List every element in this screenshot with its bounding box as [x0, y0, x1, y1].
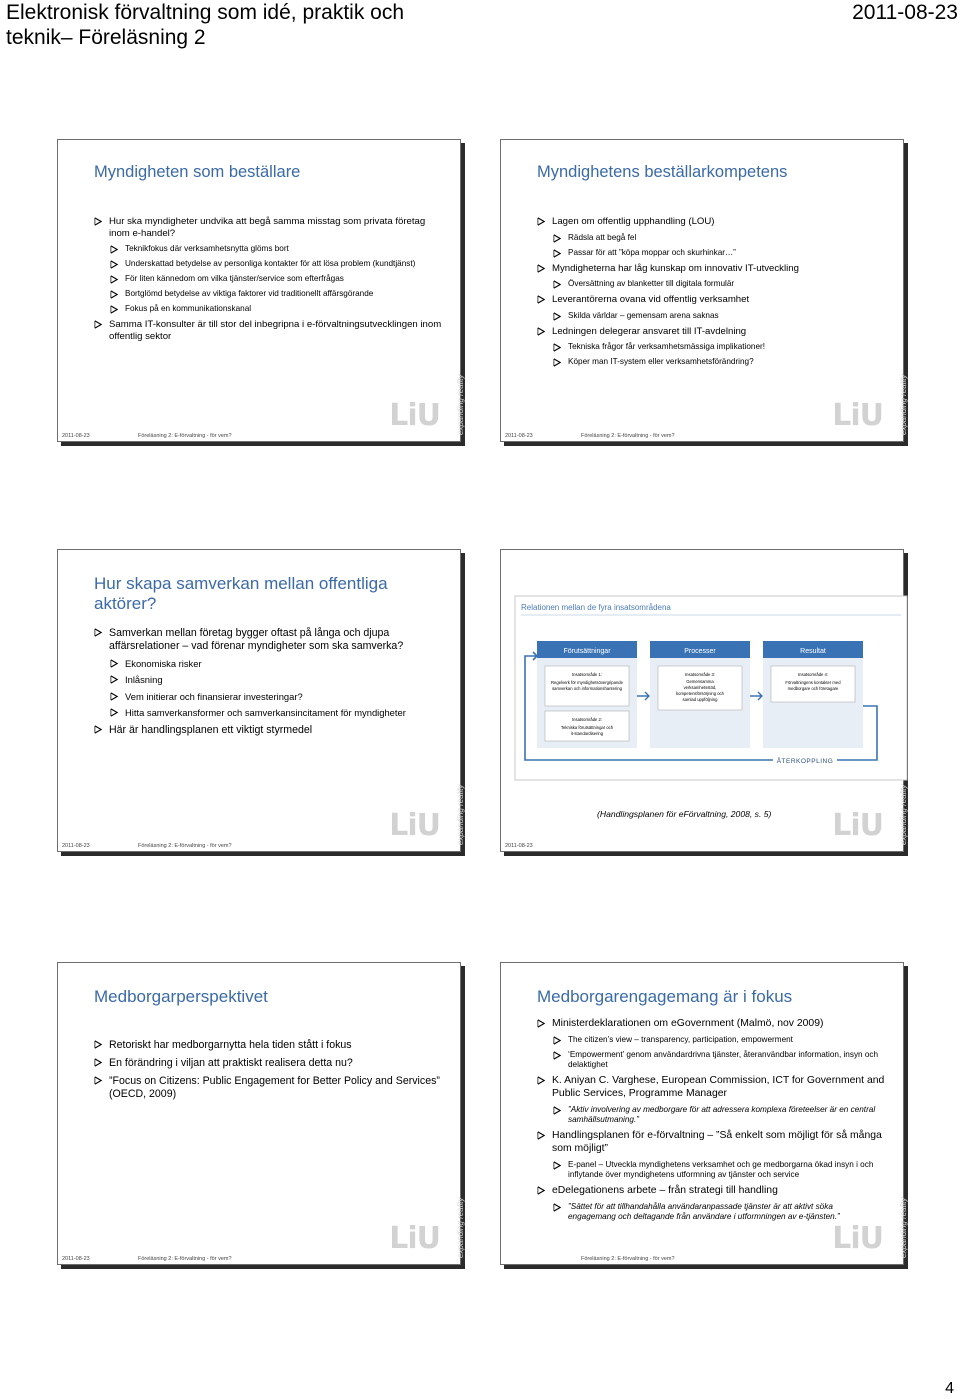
- list-item-text: ”Aktiv involvering av medborgare för att adressera komplexa företeelser är en central samhällsutmaning.”: [568, 1105, 876, 1125]
- list-item-text: Hur ska myndigheter undvika att begå samma misstag som privata företag inom e-handel?: [109, 216, 426, 239]
- tagline-text: expanding reality: [899, 1197, 908, 1258]
- tagline-text: expanding reality: [899, 784, 908, 845]
- list-item: [94, 1075, 446, 1101]
- list-item-text: Köper man IT-system eller verksamhetsförändring?: [568, 357, 754, 367]
- arrow-bullet-icon: [94, 1040, 103, 1049]
- list-item-text: Ledningen delegerar ansvaret till IT-avdelning: [552, 325, 747, 337]
- area-title: Insatsområde 2:: [571, 717, 603, 722]
- arrow-bullet-icon: [537, 1131, 546, 1140]
- document-title-line1: Elektronisk förvaltning som idé, praktik och: [6, 1, 405, 24]
- area-text: samlad uppföljning: [682, 697, 718, 702]
- area-text: Regelverk för myndighetsövergripande: [551, 680, 623, 685]
- liu-logo: [389, 1164, 465, 1264]
- arrow-bullet-icon: [110, 260, 119, 269]
- list-item-text: Tekniska frågor får verksamhetsmässiga implikationer!: [568, 342, 766, 352]
- arrow-bullet-icon: [537, 1186, 546, 1195]
- list-item-text: För liten kännedom om vilka tjänster/service som efterfrågas: [125, 274, 344, 284]
- list-item-text: eDelegationens arbete – från strategi till handling: [552, 1185, 778, 1197]
- list-item: [553, 1050, 889, 1070]
- slide-title: Medborgarperspektivet: [94, 987, 268, 1006]
- list-item: [553, 1202, 859, 1222]
- list-item-text: E-panel – Utveckla myndighetens verksamhet och ge medborgarna ökad insyn i och inflytande över myndighetens utformning av tjänster och service: [568, 1160, 874, 1180]
- list-item: [553, 1105, 889, 1125]
- tagline-text: expanding reality: [456, 1197, 465, 1258]
- list-item-text: Ministerdeklarationen om eGovernment (Malmö, nov 2009): [552, 1018, 824, 1029]
- arrow-bullet-icon: [553, 358, 562, 367]
- list-item-text: Fokus på en kommunikationskanal: [125, 304, 252, 314]
- slide-footer-date: 2011-08-23: [505, 433, 533, 439]
- tagline: [446, 349, 465, 435]
- list-item-text: Bortglömd betydelse av viktiga faktorer vid traditionellt affärsgörande: [125, 289, 374, 299]
- arrow-bullet-icon: [553, 1106, 562, 1115]
- bullet-list: [94, 627, 446, 742]
- liu-logo: [389, 341, 465, 441]
- arrow-bullet-icon: [537, 295, 546, 304]
- arrow-bullet-icon: [553, 1051, 562, 1060]
- document-title-line2: teknik– Föreläsning 2: [6, 26, 206, 49]
- list-item: [553, 1035, 889, 1045]
- arrow-bullet-icon: [94, 628, 103, 637]
- tagline-text: expanding reality: [456, 374, 465, 435]
- document-title: [6, 0, 404, 50]
- list-item-text: En förändring i viljan att praktiskt realisera detta nu?: [109, 1057, 353, 1069]
- tagline: [889, 1172, 908, 1258]
- list-item: [94, 319, 446, 342]
- slide-footer-date: 2011-08-23: [62, 433, 90, 439]
- list-item-text: The citizen’s view – transparency, participation, empowerment: [568, 1035, 793, 1045]
- arrow-bullet-icon: [110, 692, 119, 701]
- slide-footer-text: Föreläsning 2: E-förvaltning - för vem?: [138, 433, 232, 439]
- arrow-bullet-icon: [553, 249, 562, 258]
- document-date: 2011-08-23: [852, 1, 958, 24]
- arrow-bullet-icon: [553, 1036, 562, 1045]
- list-item: [94, 1039, 446, 1052]
- liu-logo-text: LiU: [832, 808, 883, 843]
- arrow-bullet-icon: [553, 1203, 562, 1212]
- arrow-bullet-icon: [537, 327, 546, 336]
- list-item-text: Lagen om offentlig upphandling (LOU): [552, 216, 715, 227]
- arrow-bullet-icon: [94, 1058, 103, 1067]
- arrow-bullet-icon: [110, 708, 119, 717]
- arrow-bullet-icon: [94, 320, 103, 329]
- area-title: Insatsområde 4:: [797, 672, 829, 677]
- area-text: medborgare och företagare: [787, 686, 839, 691]
- list-item: [110, 244, 446, 254]
- list-item: [110, 259, 446, 269]
- list-item-text: Översättning av blanketter till digitala formulär: [568, 279, 735, 289]
- arrow-bullet-icon: [553, 312, 562, 321]
- list-item-text: Myndigheterna har låg kunskap om innovativ IT-utveckling: [552, 262, 799, 274]
- list-item-text: Underskattad betydelse av personliga kontakter för att lösa problem (kundtjänst): [125, 259, 416, 269]
- page-number: 4: [945, 1380, 954, 1397]
- slide-footer-date: 2011-08-23: [505, 843, 533, 849]
- area-text: it-standardisering: [570, 731, 604, 736]
- slide-title: Myndigheten som beställare: [94, 163, 301, 181]
- list-item-text: ”Sättet för att tillhandahålla användaranpassade tjänster är att aktivt söka engagemang och deltagande från användare i utformningen av e-tjänsten.”: [568, 1202, 840, 1222]
- tagline: [889, 759, 908, 845]
- slide-footer-text: Föreläsning 2: E-förvaltning - för vem?: [138, 1256, 232, 1262]
- list-item: [553, 248, 889, 258]
- arrow-bullet-icon: [553, 234, 562, 243]
- arrow-bullet-icon: [110, 245, 119, 254]
- list-item-text: ‘Empowerment’ genom användardrivna tjänster, återanvändbar information, insyn och delaktighet: [568, 1050, 879, 1070]
- arrow-bullet-icon: [94, 217, 103, 226]
- arrow-bullet-icon: [553, 1161, 562, 1170]
- slide-4: [500, 549, 908, 852]
- list-item-text: ”Focus on Citizens: Public Engagement for Better Policy and Services” (OECD, 2009): [109, 1075, 440, 1100]
- list-item-text: Samverkan mellan företag bygger oftast på långa och djupa affärsrelationer – vad förenar myndigheter som ska samverka?: [109, 627, 404, 652]
- area-text: verksamhetsstöd,: [683, 685, 717, 690]
- arrow-bullet-icon: [537, 264, 546, 273]
- slide-footer-text: Föreläsning 2: E-förvaltning - för vem?: [138, 843, 232, 849]
- liu-logo-text: LiU: [389, 808, 440, 843]
- list-item: [110, 658, 446, 669]
- tagline: [889, 349, 908, 435]
- list-item: [537, 1018, 889, 1030]
- column-header-text: Förutsättningar: [563, 648, 611, 655]
- list-item-text: Skilda världar – gemensam arena saknas: [568, 310, 719, 320]
- area-text: Tekniska förutsättningar och: [560, 725, 614, 730]
- list-item: [110, 691, 446, 702]
- slide-6: [500, 962, 908, 1265]
- list-item-text: Inlåsning: [125, 674, 163, 686]
- slide-title: Hur skapa samverkan mellan offentliga aktörer?: [94, 574, 388, 613]
- list-item: [537, 326, 889, 338]
- arrow-bullet-icon: [110, 275, 119, 284]
- arrow-bullet-icon: [94, 1076, 103, 1085]
- arrow-bullet-icon: [553, 280, 562, 289]
- liu-logo: [389, 751, 465, 851]
- slide-footer-text: Föreläsning 2: E-förvaltning - för vem?: [581, 433, 675, 439]
- arrow-bullet-icon: [110, 290, 119, 299]
- tagline-text: expanding reality: [899, 374, 908, 435]
- list-item: [94, 1057, 446, 1070]
- slide-2: [500, 139, 908, 442]
- list-item: [110, 289, 446, 299]
- arrow-bullet-icon: [110, 675, 119, 684]
- bullet-list: [94, 1039, 446, 1106]
- slide-footer-text: Föreläsning 2: E-förvaltning - för vem?: [581, 1256, 675, 1262]
- arrow-bullet-icon: [110, 659, 119, 668]
- list-item: [553, 279, 889, 289]
- arrow-bullet-icon: [537, 217, 546, 226]
- arrow-bullet-icon: [94, 725, 103, 734]
- list-item-text: Handlingsplanen för e-förvaltning – ”Så enkelt som möjligt för så många som möjligt”: [552, 1130, 882, 1154]
- list-item: [537, 294, 889, 306]
- tagline: [446, 759, 465, 845]
- liu-logo-text: LiU: [389, 1221, 440, 1256]
- page-header: [6, 0, 958, 52]
- list-item-text: Rädsla att begå fel: [568, 232, 637, 242]
- list-item-text: Passar för att ”köpa moppar och skurhinkar…”: [568, 247, 736, 257]
- column-header-text: Processer: [684, 648, 716, 655]
- list-item: [94, 627, 446, 653]
- slide-1: [57, 139, 465, 442]
- list-item-text: K. Aniyan C. Varghese, European Commission, ICT for Government and Public Services, Programme Manager: [552, 1075, 885, 1099]
- liu-logo: [832, 341, 908, 441]
- list-item-text: Leverantörerna ovana vid offentlig verksamhet: [552, 294, 750, 306]
- slide-5: [57, 962, 465, 1265]
- list-item-text: Teknikfokus där verksamhetsnytta glöms bort: [125, 244, 289, 254]
- arrow-bullet-icon: [110, 305, 119, 314]
- area-text: kompetensförsörjning och: [676, 691, 724, 696]
- list-item: [110, 707, 446, 718]
- area-text: Gemensamma: [686, 679, 714, 684]
- diagram-title: Relationen mellan de fyra insatsområdena: [521, 603, 671, 612]
- arrow-bullet-icon: [537, 1076, 546, 1085]
- area-title: Insatsområde 1:: [571, 672, 603, 677]
- list-item-text: Retoriskt har medborgarnytta hela tiden stått i fokus: [109, 1039, 352, 1051]
- list-item: [553, 311, 889, 321]
- list-item: [94, 216, 446, 239]
- list-item: [94, 724, 446, 737]
- tagline-text: expanding reality: [456, 784, 465, 845]
- liu-logo: [832, 751, 908, 851]
- area-text: Förvaltningens kontakter med: [785, 680, 841, 685]
- list-item-text: Samma IT-konsulter är till stor del inbegripna i e-förvaltningsutvecklingen inom offentlig sektor: [109, 319, 442, 342]
- list-item-text: Här är handlingsplanen ett viktigt styrmedel: [109, 723, 313, 736]
- list-item: [110, 674, 446, 685]
- liu-logo-text: LiU: [832, 1221, 883, 1256]
- liu-logo: [832, 1164, 908, 1264]
- list-item: [537, 263, 889, 275]
- list-item-text: Hitta samverkansformer och samverkansincitament för myndigheter: [125, 707, 406, 719]
- arrow-bullet-icon: [537, 1019, 546, 1028]
- list-item: [537, 1130, 889, 1155]
- list-item: [110, 304, 446, 314]
- list-item: [537, 1075, 889, 1100]
- liu-logo-text: LiU: [389, 398, 440, 433]
- liu-logo-text: LiU: [832, 398, 883, 433]
- slide-3: [57, 549, 465, 852]
- list-item-text: Vem initierar och finansierar investeringar?: [125, 690, 303, 702]
- list-item: [537, 216, 889, 228]
- list-item: [553, 233, 889, 243]
- slide-footer-date: 2011-08-23: [62, 1256, 90, 1262]
- slide-title: Myndighetens beställarkompetens: [537, 163, 788, 181]
- slide-footer-date: 2011-08-23: [62, 843, 90, 849]
- arrow-bullet-icon: [553, 343, 562, 352]
- list-item-text: Ekonomiska risker: [125, 658, 202, 669]
- list-item: [110, 274, 446, 284]
- area-title: Insatsområde 3:: [684, 672, 716, 677]
- area-text: samverkan och informationshantering: [552, 686, 622, 691]
- feedback-label: ÅTERKOPPLING: [776, 758, 834, 765]
- column-header-text: Resultat: [800, 648, 826, 655]
- slide-title: Medborgarengagemang är i fokus: [537, 987, 793, 1006]
- diagram-caption: (Handlingsplanen för eFörvaltning, 2008, s. 5): [597, 809, 772, 819]
- tagline: [446, 1172, 465, 1258]
- bullet-list: [94, 216, 446, 347]
